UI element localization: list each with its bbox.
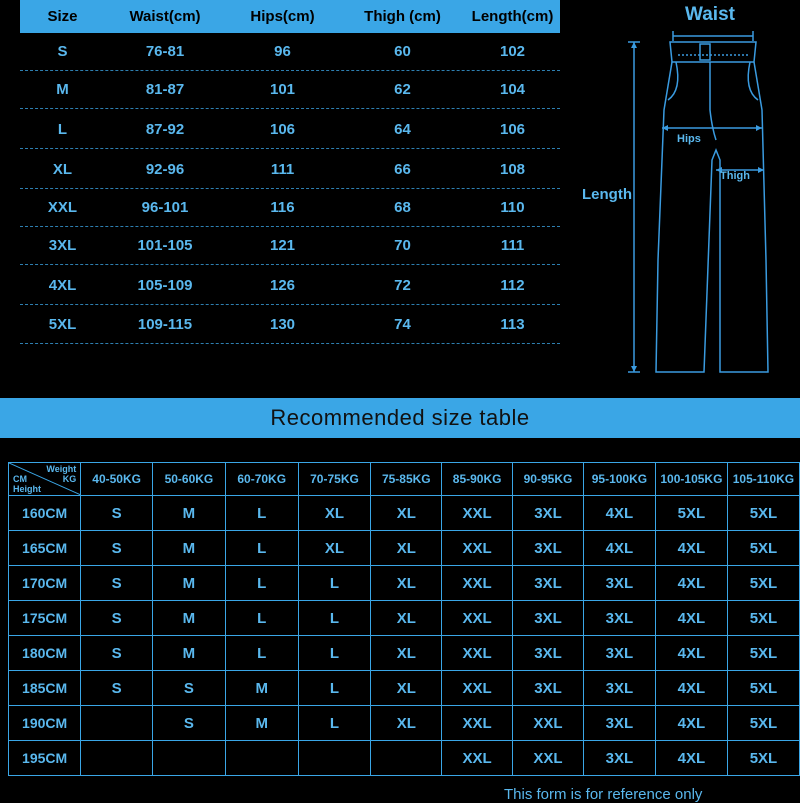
- size-recommendation-cell: [298, 741, 371, 776]
- size-recommendation-cell: 4XL: [655, 706, 727, 741]
- size-row: [20, 71, 560, 109]
- corner-weight: [46, 464, 76, 484]
- size-recommendation-cell: L: [225, 566, 298, 601]
- size-recommendation-cell: [371, 741, 442, 776]
- size-recommendation-cell: S: [153, 706, 226, 741]
- size-recommendation-cell: L: [298, 601, 371, 636]
- header-waist: Waist(cm): [129, 8, 201, 25]
- size-recommendation-cell: 4XL: [583, 496, 655, 531]
- weight-header-cell: 95-100KG: [583, 463, 655, 496]
- size-cell: 111: [270, 161, 295, 178]
- size-cell: 113: [500, 316, 525, 333]
- banner-title: Recommended size table: [270, 405, 530, 430]
- size-recommendation-cell: 3XL: [513, 636, 584, 671]
- height-row: [9, 531, 800, 566]
- size-cell: 72: [394, 277, 411, 294]
- size-cell: 104: [499, 81, 526, 98]
- size-recommendation-cell: 5XL: [727, 531, 799, 566]
- thigh-label: Thigh: [720, 170, 750, 182]
- size-cell: 106: [269, 121, 296, 138]
- size-cell: 108: [499, 161, 526, 178]
- weight-header-cell: 60-70KG: [225, 463, 298, 496]
- size-recommendation-cell: [81, 706, 153, 741]
- size-cell: 130: [269, 316, 296, 333]
- size-recommendation-cell: 3XL: [583, 601, 655, 636]
- size-cell: 81-87: [145, 81, 185, 98]
- height-cell: 190CM: [9, 706, 81, 741]
- size-recommendation-cell: 4XL: [655, 636, 727, 671]
- size-recommendation-cell: M: [153, 601, 226, 636]
- size-recommendation-cell: S: [81, 531, 153, 566]
- length-label: Length: [582, 186, 632, 203]
- size-cell: XL: [52, 161, 73, 178]
- header-thigh: Thigh (cm): [364, 8, 441, 25]
- size-recommendation-cell: L: [298, 636, 371, 671]
- size-recommendation-cell: [81, 741, 153, 776]
- size-recommendation-cell: XXL: [442, 706, 513, 741]
- size-row: [20, 306, 560, 344]
- size-recommendation-cell: L: [225, 496, 298, 531]
- size-recommendation-cell: S: [81, 671, 153, 706]
- size-recommendation-cell: S: [153, 671, 226, 706]
- size-recommendation-cell: 4XL: [655, 601, 727, 636]
- size-cell: 87-92: [145, 121, 185, 138]
- size-recommendation-cell: 3XL: [583, 671, 655, 706]
- size-recommendation-cell: 3XL: [513, 601, 584, 636]
- size-recommendation-cell: L: [225, 601, 298, 636]
- weight-header-cell: 105-110KG: [727, 463, 799, 496]
- size-recommendation-cell: XL: [371, 601, 442, 636]
- size-cell: 5XL: [48, 316, 77, 333]
- size-recommendation-cell: 3XL: [583, 566, 655, 601]
- size-cell: 96-101: [141, 199, 189, 216]
- hips-label: Hips: [677, 133, 701, 145]
- size-cell: 92-96: [145, 161, 185, 178]
- size-cell: L: [57, 121, 68, 138]
- size-recommendation-cell: L: [225, 531, 298, 566]
- weight-header-cell: 100-105KG: [655, 463, 727, 496]
- size-cell: 64: [394, 121, 411, 138]
- size-recommendation-cell: 4XL: [583, 531, 655, 566]
- size-row: [20, 33, 560, 71]
- size-recommendation-cell: XL: [371, 496, 442, 531]
- size-recommendation-cell: XL: [371, 566, 442, 601]
- waist-label: Waist: [685, 4, 735, 25]
- size-cell: 70: [394, 237, 411, 254]
- size-recommendation-cell: 5XL: [655, 496, 727, 531]
- size-cell: 66: [394, 161, 411, 178]
- size-recommendation-cell: [225, 741, 298, 776]
- size-cell: 74: [394, 316, 411, 333]
- size-cell: 96: [274, 43, 291, 60]
- size-recommendation-cell: M: [153, 531, 226, 566]
- size-cell: 121: [269, 237, 296, 254]
- size-row: [20, 227, 560, 265]
- size-recommendation-cell: XL: [371, 671, 442, 706]
- height-cell: 160CM: [9, 496, 81, 531]
- size-row: [20, 151, 560, 189]
- size-recommendation-cell: XXL: [442, 531, 513, 566]
- corner-kg-text: KG: [62, 474, 77, 484]
- size-recommendation-cell: L: [298, 706, 371, 741]
- height-cell: 185CM: [9, 671, 81, 706]
- size-cell: M: [56, 81, 69, 98]
- size-recommendation-cell: M: [153, 566, 226, 601]
- size-recommendation-cell: [153, 741, 226, 776]
- size-cell: 4XL: [48, 277, 77, 294]
- size-cell: 3XL: [48, 237, 77, 254]
- size-recommendation-cell: XL: [298, 531, 371, 566]
- size-cell: 106: [499, 121, 526, 138]
- height-row: [9, 601, 800, 636]
- size-cell: 76-81: [145, 43, 185, 60]
- size-recommendation-cell: 3XL: [513, 671, 584, 706]
- height-row: [9, 671, 800, 706]
- weight-header-cell: 85-90KG: [442, 463, 513, 496]
- size-recommendation-cell: L: [298, 671, 371, 706]
- height-cell: 175CM: [9, 601, 81, 636]
- size-recommendation-cell: S: [81, 636, 153, 671]
- size-recommendation-cell: XXL: [442, 566, 513, 601]
- size-row: [20, 111, 560, 149]
- size-recommendation-cell: L: [225, 636, 298, 671]
- corner-cell: [9, 463, 81, 496]
- height-row: [9, 566, 800, 601]
- size-recommendation-cell: XXL: [442, 636, 513, 671]
- corner-cm-text: CM: [13, 474, 27, 484]
- size-recommendation-cell: XXL: [442, 741, 513, 776]
- size-recommendation-cell: 4XL: [655, 741, 727, 776]
- size-cell: 60: [394, 43, 411, 60]
- size-recommendation-cell: M: [225, 671, 298, 706]
- size-chart-header: [20, 0, 560, 33]
- height-row: [9, 706, 800, 741]
- size-recommendation-cell: XXL: [442, 671, 513, 706]
- header-size: Size: [47, 8, 78, 25]
- size-cell: 101-105: [137, 237, 193, 254]
- size-cell: 126: [269, 277, 296, 294]
- size-recommendation-cell: 4XL: [655, 531, 727, 566]
- weight-header-cell: 70-75KG: [298, 463, 371, 496]
- size-cell: 111: [500, 237, 525, 254]
- size-recommendation-cell: XXL: [442, 496, 513, 531]
- size-cell: 101: [269, 81, 296, 98]
- size-cell: XXL: [47, 199, 78, 216]
- height-row: [9, 496, 800, 531]
- size-recommendation-cell: S: [81, 496, 153, 531]
- size-recommendation-cell: 3XL: [583, 741, 655, 776]
- header-hips: Hips(cm): [250, 8, 315, 25]
- corner-height-text: Height: [13, 484, 41, 494]
- corner-weight-text: Weight: [46, 464, 77, 474]
- size-recommendation-cell: M: [153, 496, 226, 531]
- size-recommendation-cell: XXL: [513, 741, 584, 776]
- size-cell: 62: [394, 81, 411, 98]
- size-cell: 109-115: [137, 316, 193, 333]
- size-recommendation-cell: L: [298, 566, 371, 601]
- size-row: [20, 267, 560, 305]
- size-recommendation-cell: 3XL: [513, 496, 584, 531]
- size-recommendation-cell: XL: [371, 636, 442, 671]
- size-recommendation-cell: 3XL: [513, 531, 584, 566]
- recommended-banner: [0, 398, 800, 438]
- size-cell: 68: [394, 199, 411, 216]
- height-cell: 165CM: [9, 531, 81, 566]
- corner-height: [13, 474, 41, 494]
- size-recommendation-cell: 5XL: [727, 741, 799, 776]
- size-cell: 105-109: [137, 277, 193, 294]
- size-recommendation-cell: M: [225, 706, 298, 741]
- size-recommendation-cell: XXL: [513, 706, 584, 741]
- size-recommendation-cell: 5XL: [727, 706, 799, 741]
- size-recommendation-cell: 4XL: [655, 566, 727, 601]
- weight-header-cell: 75-85KG: [371, 463, 442, 496]
- recommended-size-table: [8, 462, 800, 776]
- footnote: This form is for reference only: [504, 786, 703, 803]
- weight-header-cell: 50-60KG: [153, 463, 226, 496]
- size-recommendation-cell: XXL: [442, 601, 513, 636]
- size-cell: 102: [499, 43, 526, 60]
- size-cell: 112: [500, 277, 525, 294]
- size-recommendation-cell: 3XL: [583, 636, 655, 671]
- size-recommendation-cell: XL: [371, 706, 442, 741]
- size-row: [20, 189, 560, 227]
- weight-header-cell: 40-50KG: [81, 463, 153, 496]
- size-recommendation-cell: 5XL: [727, 636, 799, 671]
- height-cell: 195CM: [9, 741, 81, 776]
- height-row: [9, 636, 800, 671]
- size-recommendation-cell: 5XL: [727, 496, 799, 531]
- weight-header-row: [9, 463, 800, 496]
- size-recommendation-cell: S: [81, 601, 153, 636]
- weight-header-cell: 90-95KG: [513, 463, 584, 496]
- size-cell: 110: [500, 199, 525, 216]
- size-recommendation-cell: 5XL: [727, 566, 799, 601]
- height-row: [9, 741, 800, 776]
- height-cell: 180CM: [9, 636, 81, 671]
- size-recommendation-cell: 3XL: [583, 706, 655, 741]
- size-recommendation-cell: XL: [371, 531, 442, 566]
- size-recommendation-cell: 4XL: [655, 671, 727, 706]
- size-cell: S: [57, 43, 68, 60]
- size-recommendation-cell: 5XL: [727, 601, 799, 636]
- size-cell: 116: [270, 199, 295, 216]
- size-recommendation-cell: M: [153, 636, 226, 671]
- header-length: Length(cm): [471, 8, 554, 25]
- size-recommendation-cell: 5XL: [727, 671, 799, 706]
- size-recommendation-cell: S: [81, 566, 153, 601]
- size-recommendation-cell: XL: [298, 496, 371, 531]
- height-cell: 170CM: [9, 566, 81, 601]
- size-recommendation-cell: 3XL: [513, 566, 584, 601]
